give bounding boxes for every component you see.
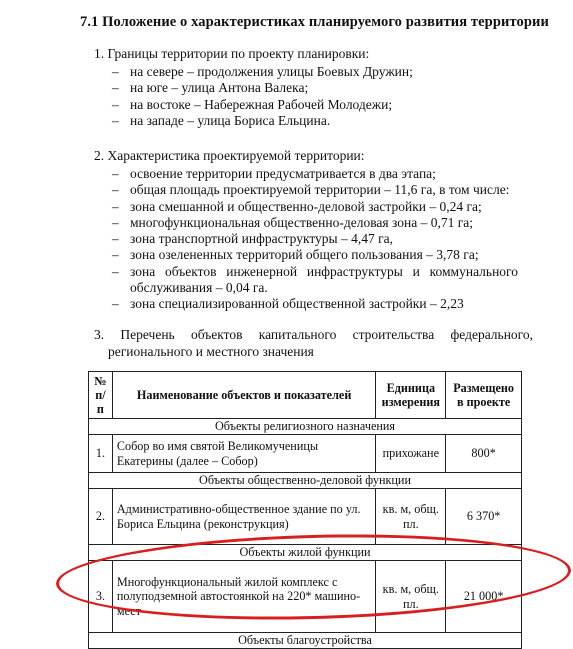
row-unit: прихожане: [376, 435, 446, 473]
row-num: 1.: [89, 435, 113, 473]
list-item: – освоение территории предусматривается в два этапа;: [112, 166, 436, 181]
list-item: – зона озелененных территорий общего пользования – 3,78 га;: [112, 247, 479, 263]
objects-list-title: [94, 327, 533, 360]
group-label: Объекты благоустройства: [89, 633, 522, 649]
row-value: 800*: [446, 435, 522, 473]
list-item: – на юге – улица Антона Валека;: [112, 80, 309, 96]
row-unit: кв. м, общ. пл.: [376, 561, 446, 633]
row-unit: кв. м, общ. пл.: [376, 489, 446, 545]
list-item: – на севере – продолжения улицы Боевых Дружин;: [112, 64, 413, 79]
list-item: – зона смешанной и общественно-деловой застройки – 0,24 га;: [112, 198, 482, 214]
section-heading: 7.1 Положение о характеристиках планируемого развития территории: [80, 14, 549, 30]
list-item: – зона транспортной инфраструктуры – 4,47 га,: [112, 231, 394, 247]
header-value: Размещено в проекте: [446, 372, 522, 419]
boundaries-list: [112, 64, 413, 129]
objects-title-line2: регионального и местного значения: [108, 343, 314, 359]
group-row: [89, 633, 522, 649]
group-label: Объекты жилой функции: [89, 545, 522, 561]
header-num: № п/п: [89, 372, 113, 419]
list-item: – на западе – улица Бориса Ельцина.: [112, 112, 331, 128]
list-item: – зона специализированной общественной застройки – 2,23: [112, 296, 464, 312]
header-unit: Единица измерения: [376, 372, 446, 419]
header-name: Наименование объектов и показателей: [112, 372, 376, 419]
group-label: Объекты общественно-деловой функции: [89, 473, 522, 489]
row-name: Многофункциональный жилой комплекс с полуподземной автостоянкой на 220* машино-мест: [112, 561, 376, 633]
list-item: – общая площадь проектируемой территории – 11,6 га, в том числе:: [112, 182, 510, 198]
list-item: – многофункциональная общественно-деловая зона – 0,71 га;: [112, 214, 473, 230]
row-value: 21 000*: [446, 561, 522, 633]
characteristics-title: 2. Характеристика проектируемой территории:: [94, 148, 365, 163]
list-item: – на востоке – Набережная Рабочей Молодежи;: [112, 96, 393, 112]
row-num: 3.: [89, 561, 113, 633]
row-name: Административно-общественное здание по ул. Бориса Ельцина (реконструкция): [112, 489, 376, 545]
characteristics-list: [112, 166, 518, 313]
row-value: 6 370*: [446, 489, 522, 545]
objects-title-line1: 3. Перечень объектов капитального строительства федерального,: [94, 327, 533, 342]
group-label: Объекты религиозного назначения: [89, 419, 522, 435]
table-header-row: [89, 372, 522, 419]
boundaries-title: 1. Границы территории по проекту планировки:: [94, 46, 370, 61]
list-item: – зона объектов инженерной инфраструктуры и коммунального обслуживания – 0,04 га.: [112, 263, 518, 296]
row-name: Собор во имя святой Великомученицы Екатерины (далее – Собор): [112, 435, 376, 473]
group-row: [89, 419, 522, 435]
row-num: 2.: [89, 489, 113, 545]
table-row: [89, 435, 522, 473]
group-row: [89, 473, 522, 489]
